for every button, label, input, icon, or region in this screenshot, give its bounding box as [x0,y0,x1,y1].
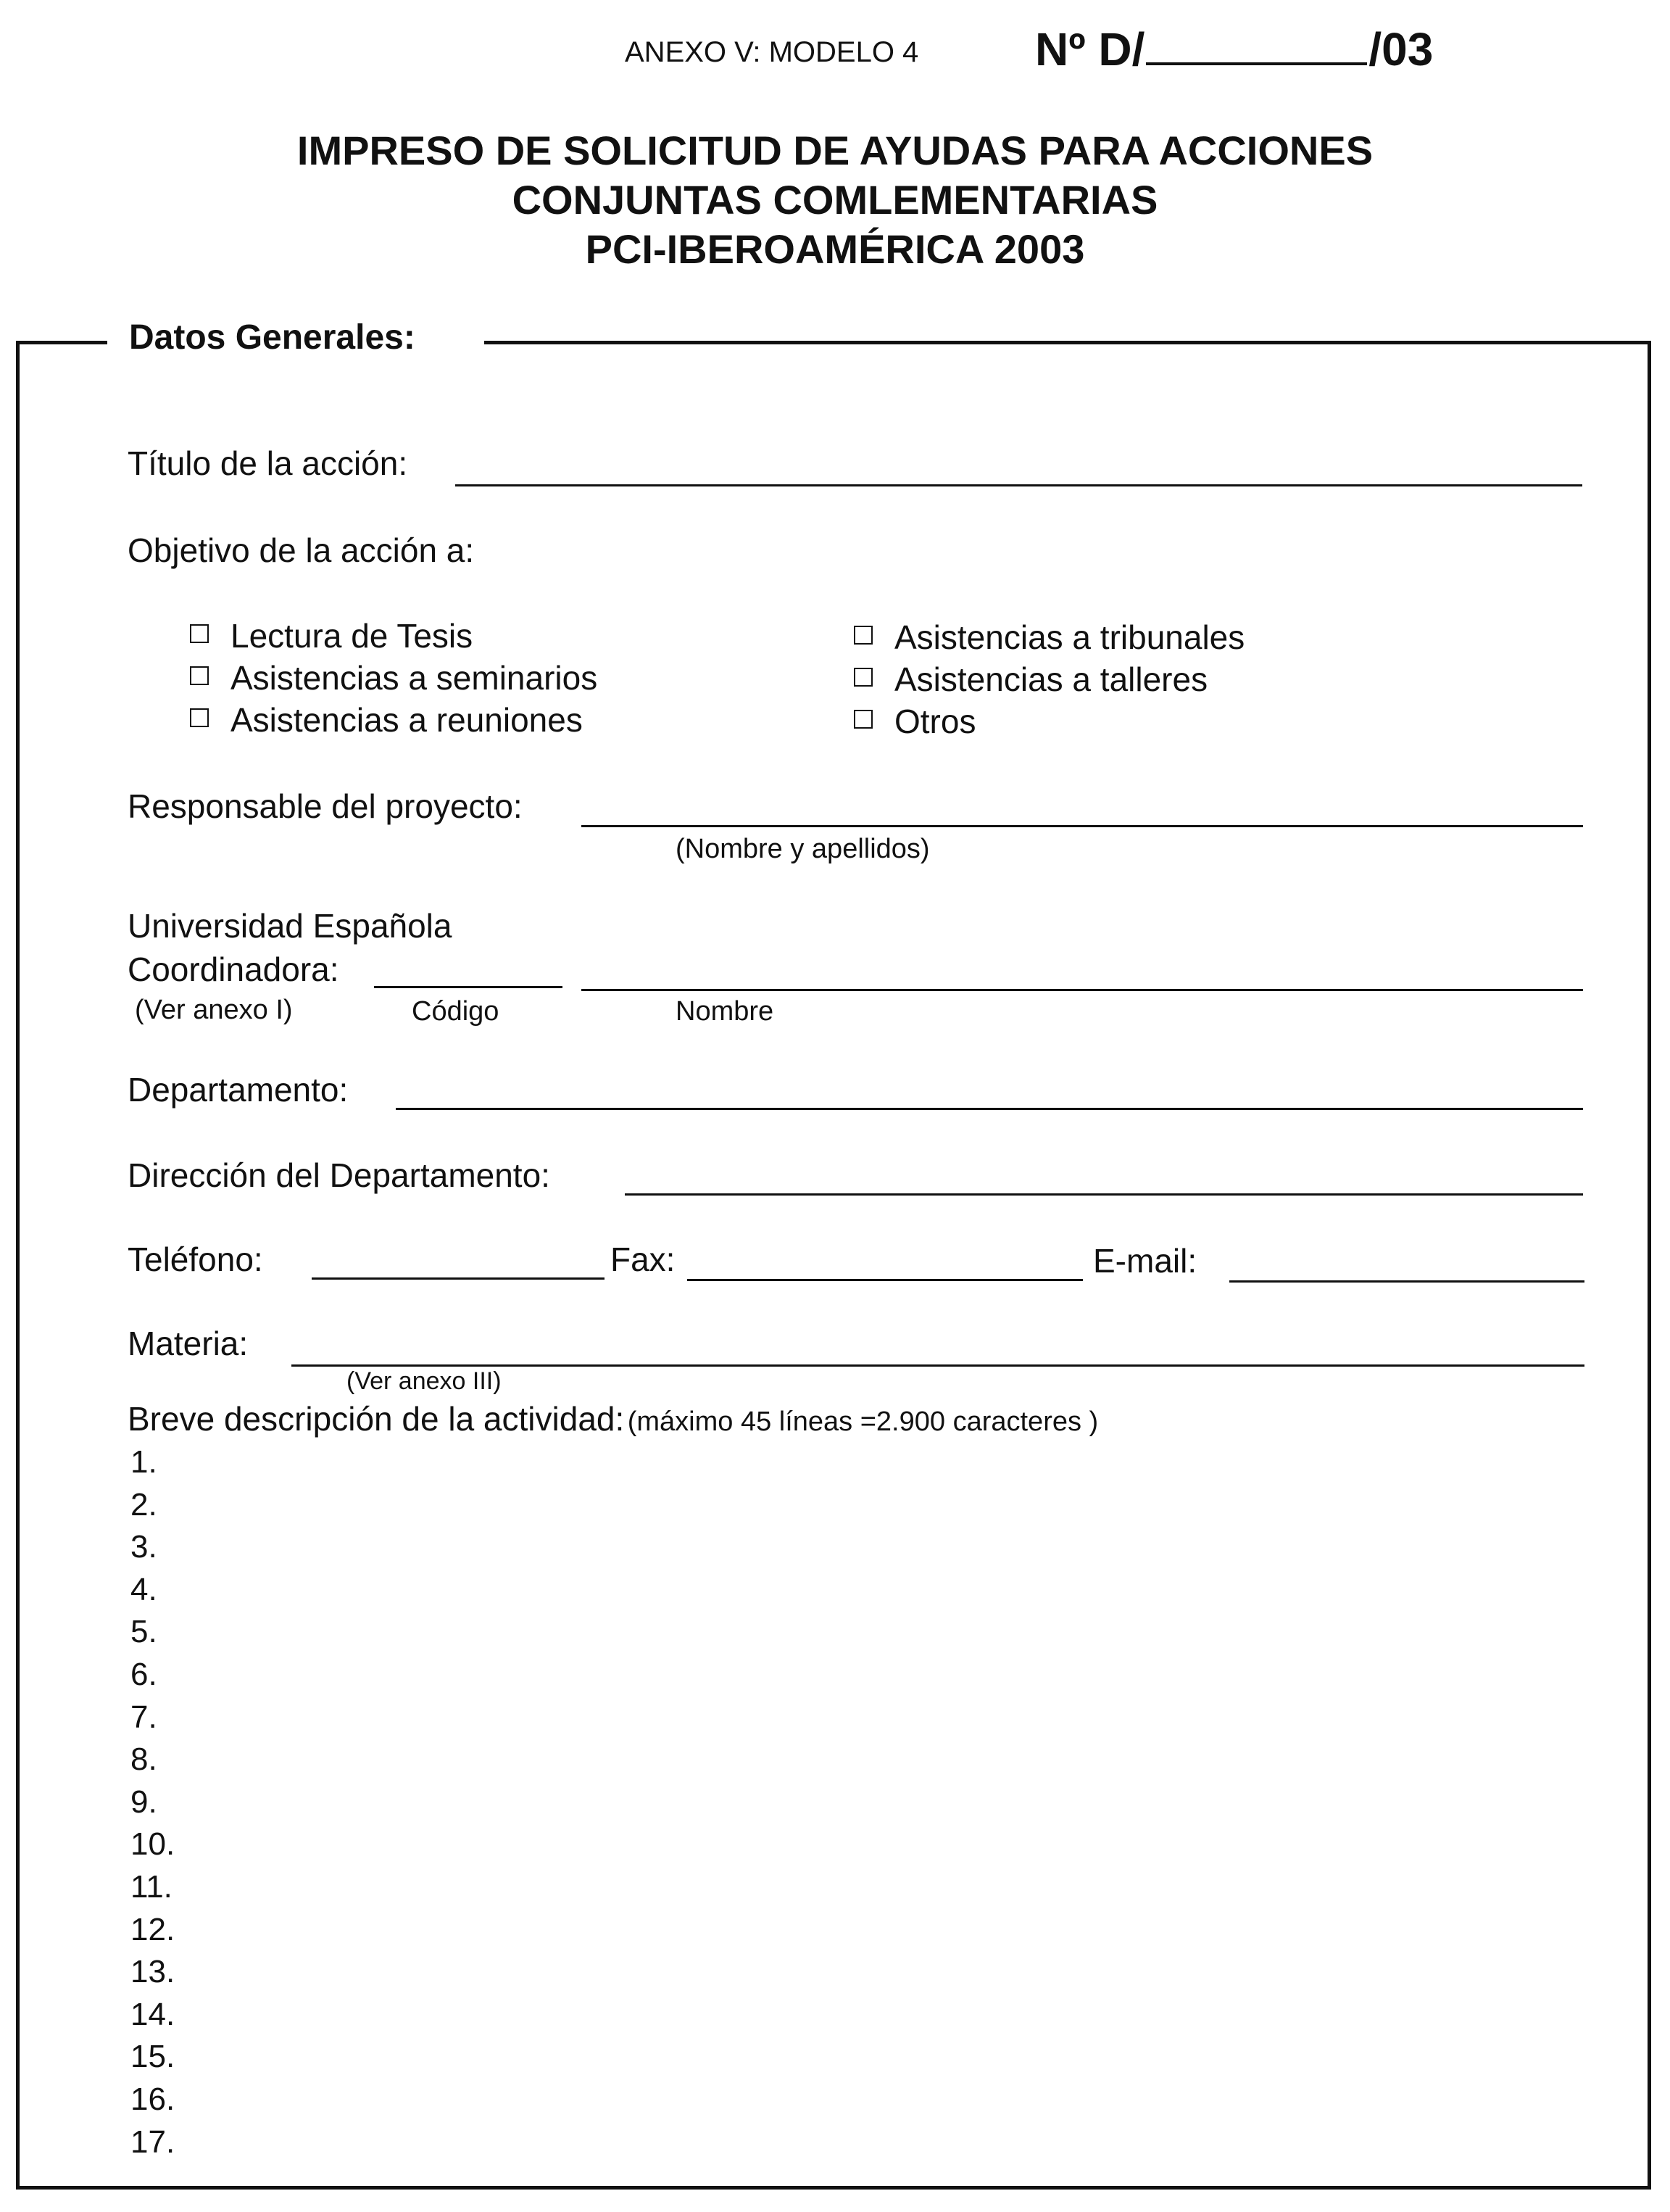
description-line-number: 4. [130,1571,157,1607]
description-line-number: 14. [130,1996,175,2032]
option-label: Otros [894,703,976,740]
frame-top-border-right [484,341,1651,344]
responsable-hint: (Nombre y apellidos) [676,834,930,864]
checkbox[interactable] [190,708,209,727]
option-label: Asistencias a talleres [894,660,1208,698]
fax-label: Fax: [610,1240,676,1278]
description-line-number: 16. [130,2081,175,2117]
departamento-field[interactable] [396,1108,1583,1110]
annex-label: ANEXO V: MODELO 4 [625,36,919,68]
option-label: Asistencias a tribunales [894,618,1245,656]
description-line-number: 7. [130,1699,157,1735]
option-asistencias-talleres[interactable] [854,660,1208,699]
checkbox[interactable] [190,624,209,643]
checkbox[interactable] [854,710,873,729]
description-line-number: 6. [130,1656,157,1692]
document-number-blank[interactable] [1146,22,1367,65]
direccion-field[interactable] [625,1193,1583,1196]
description-line-number: 17. [130,2124,175,2160]
description-line-number: 11. [130,1868,173,1905]
section-title: Datos Generales: [129,318,415,357]
document-number-prefix: Nº D/ [1035,23,1145,75]
materia-label: Materia: [128,1325,249,1362]
responsable-label: Responsable del proyecto: [128,787,523,825]
email-field[interactable] [1229,1280,1584,1283]
descripcion-label: Breve descripción de la actividad: [128,1400,625,1438]
option-asistencias-tribunales[interactable] [854,618,1245,657]
descripcion-hint: (máximo 45 líneas =2.900 caracteres ) [627,1407,1099,1437]
checkbox[interactable] [854,668,873,687]
option-label: Asistencias a reuniones [230,701,583,739]
description-line-number: 3. [130,1529,157,1565]
nombre-hint: Nombre [676,996,774,1027]
checkbox[interactable] [854,626,873,645]
universidad-label-line-1: Universidad Española [128,907,452,945]
ver-anexo-i-hint: (Ver anexo I) [135,995,293,1025]
description-line-number: 15. [130,2039,175,2075]
telefono-field[interactable] [312,1277,605,1280]
form-title-line-1: IMPRESO DE SOLICITUD DE AYUDAS PARA ACCIONES [296,128,1374,173]
document-number-suffix: /03 [1368,23,1434,75]
descripcion-heading [128,1399,1098,1438]
telefono-label: Teléfono: [128,1240,263,1278]
direccion-label: Dirección del Departamento: [128,1156,550,1194]
description-line-number: 8. [130,1741,157,1778]
objetivo-label: Objetivo de la acción a: [128,531,475,569]
ver-anexo-iii-hint: (Ver anexo III) [346,1367,502,1395]
option-label: Asistencias a seminarios [230,659,598,697]
description-line-number: 13. [130,1954,175,1990]
document-number [1035,22,1433,76]
description-lines[interactable] [130,1441,175,2163]
description-line-number: 2. [130,1486,157,1523]
titulo-field[interactable] [455,484,1582,486]
description-line-number: 9. [130,1784,157,1820]
materia-field[interactable] [291,1364,1584,1367]
email-label: E-mail: [1093,1242,1197,1280]
frame-top-border-left [16,341,107,344]
titulo-label: Título de la acción: [128,444,408,482]
option-label: Lectura de Tesis [230,617,473,655]
responsable-field[interactable] [581,825,1583,827]
option-otros[interactable] [854,702,976,741]
checkbox[interactable] [190,666,209,685]
universidad-label-line-2: Coordinadora: [128,950,339,988]
option-asistencias-seminarios[interactable] [190,658,597,697]
universidad-codigo-field[interactable] [374,986,562,988]
option-asistencias-reuniones[interactable] [190,700,583,740]
option-lectura-tesis[interactable] [190,616,473,655]
form-title-line-3: PCI-IBEROAMÉRICA 2003 [585,226,1085,272]
departamento-label: Departamento: [128,1071,349,1109]
codigo-hint: Código [412,996,499,1027]
form-title-line-2: CONJUNTAS COMLEMENTARIAS [512,177,1158,223]
universidad-nombre-field[interactable] [581,989,1583,991]
description-line-number: 10. [130,1826,175,1863]
description-line-number: 5. [130,1614,157,1650]
fax-field[interactable] [687,1279,1083,1281]
description-line-number: 12. [130,1911,175,1947]
description-line-number: 1. [130,1444,157,1480]
